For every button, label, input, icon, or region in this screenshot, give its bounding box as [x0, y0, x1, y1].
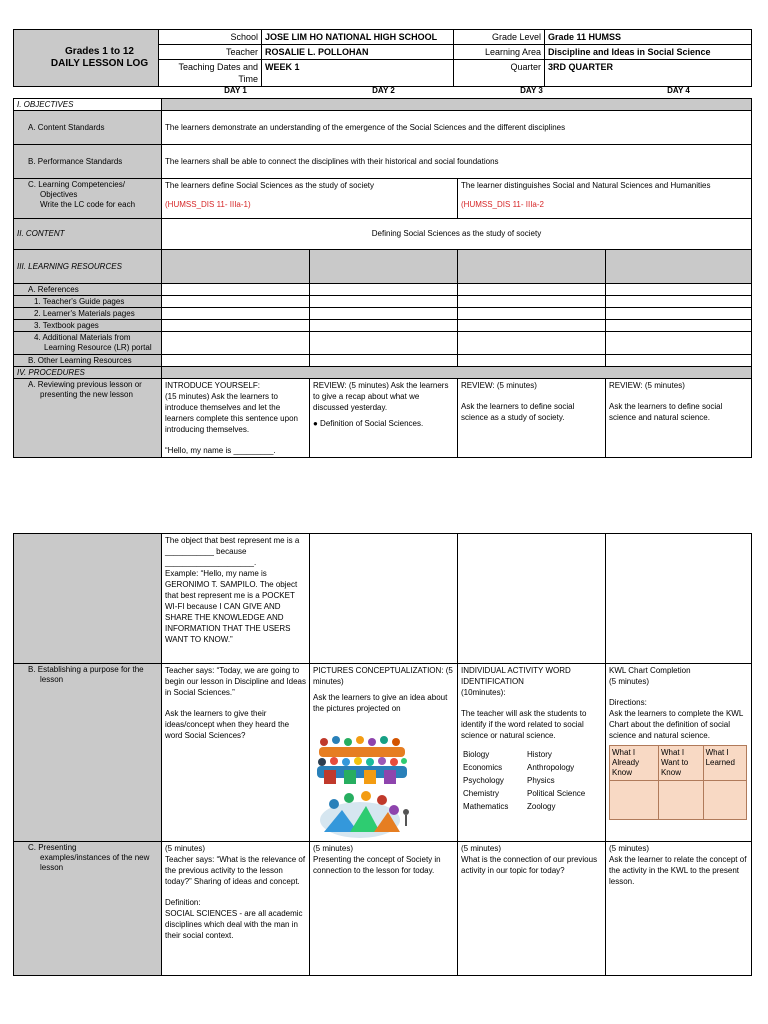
- content-standards-text: The learners demonstrate an understanding of the emergence of the Social Sciences and the different disciplines: [162, 110, 752, 144]
- lr-portal-label: [14, 331, 162, 354]
- review-day1-quote: “Hello, my name is _________.: [165, 445, 276, 455]
- purpose-day4-time: (5 minutes): [609, 677, 650, 686]
- purpose-day1: [162, 664, 310, 842]
- word: Mathematics: [463, 802, 509, 811]
- presenting-day1: [162, 842, 310, 976]
- word-list: [461, 747, 591, 814]
- kwl-cell[interactable]: [658, 781, 703, 820]
- title-line2: DAILY LESSON LOG: [50, 58, 149, 69]
- title-line1: Grades 1 to 12: [65, 46, 134, 57]
- review-label: [14, 378, 162, 457]
- day2-header: DAY 2: [372, 86, 395, 95]
- review-day4-title: REVIEW: (5 minutes): [609, 380, 685, 390]
- review-day2: [310, 378, 458, 457]
- kwl-know-header: What I Already Know: [610, 746, 659, 781]
- word: History: [527, 750, 552, 759]
- references-label: A. References: [14, 283, 162, 295]
- presenting-day3-body: What is the connection of our previous activity in our topic for today?: [461, 855, 598, 875]
- competency-b-code: (HUMSS_DIS 11- IIIa-2: [461, 199, 544, 209]
- continued-blank: ____________________.: [165, 558, 257, 567]
- school-label: School: [159, 30, 262, 45]
- objectives-heading: I. OBJECTIVES: [14, 98, 162, 110]
- presenting-day3-time: (5 minutes): [461, 844, 502, 853]
- area-value: Discipline and Ideas in Social Science: [545, 45, 752, 60]
- other-resources-label: B. Other Learning Resources: [14, 354, 162, 366]
- presenting-day4-time: (5 minutes): [609, 844, 650, 853]
- teacher-value: ROSALIE L. POLLOHAN: [262, 45, 454, 60]
- presenting-day2: [310, 842, 458, 976]
- word-row: [463, 775, 589, 786]
- purpose-day1-text1: Teacher says: “Today, we are going to begin our lesson in Discipline and Ideas in Social Sciences.”: [165, 666, 306, 697]
- competency-a-code: (HUMSS_DIS 11- IIIa-1): [165, 199, 251, 209]
- teachers-guide-label: 1. Teacher's Guide pages: [14, 295, 162, 307]
- review-day1-continued: [162, 534, 310, 664]
- competency-b: [458, 178, 752, 218]
- review-day1-title: INTRODUCE YOURSELF:: [165, 380, 260, 390]
- purpose-day3: [458, 664, 606, 842]
- review-day3-title: REVIEW: (5 minutes): [461, 380, 537, 390]
- teacher-label: Teacher: [159, 45, 262, 60]
- title-cell: [14, 30, 159, 87]
- kwl-cell[interactable]: [610, 781, 659, 820]
- word: Anthropology: [527, 763, 575, 772]
- performance-standards-label: B. Performance Standards: [14, 144, 162, 178]
- purpose-label-line2: lesson: [40, 675, 64, 684]
- day4-header: DAY 4: [667, 86, 690, 95]
- dates-value: WEEK 1: [262, 60, 454, 87]
- review-day4-body: Ask the learners to define social science and natural science.: [609, 401, 723, 422]
- learning-resources-heading: III. LEARNING RESOURCES: [14, 249, 162, 283]
- presenting-label-line3: lesson: [40, 863, 64, 872]
- presenting-day1-definition-label: Definition:: [165, 898, 201, 907]
- content-standards-label: A. Content Standards: [14, 110, 162, 144]
- word: Chemistry: [463, 789, 500, 798]
- purpose-day2-title: PICTURES CONCEPTUALIZATION: (5 minutes): [313, 666, 453, 686]
- word: Economics: [463, 763, 503, 772]
- purpose-day3-title: INDIVIDUAL ACTIVITY WORD IDENTIFICATION: [461, 666, 571, 686]
- review-label-line2: presenting the new lesson: [40, 389, 133, 399]
- word: Biology: [463, 750, 490, 759]
- presenting-label-line2: examples/instances of the new: [40, 853, 150, 862]
- purpose-day4-directions-label: Directions:: [609, 698, 647, 707]
- kwl-chart: [609, 745, 747, 820]
- people-pictures-image: [314, 734, 410, 840]
- competencies-label-line2: Objectives: [40, 189, 78, 199]
- review-label-line1: A. Reviewing previous lesson or: [28, 379, 142, 389]
- word: Physics: [527, 776, 555, 785]
- word: Political Science: [527, 789, 586, 798]
- review-day4: [606, 378, 752, 457]
- hands-circle-picture: [320, 791, 409, 838]
- purpose-label: [14, 664, 162, 842]
- review-day2-body: Ask the learners to give a recap about what we discussed yesterday.: [313, 380, 449, 412]
- purpose-day4: [606, 664, 752, 842]
- purpose-day3-time: (10minutes):: [461, 688, 506, 697]
- day3-header: DAY 3: [520, 86, 543, 95]
- purpose-day3-body: The teacher will ask the students to identify if the word related to social science or natural science.: [461, 709, 587, 740]
- competencies-label-line1: C. Learning Competencies/: [28, 179, 125, 189]
- lr-portal-line2: Learning Resource (LR) portal: [44, 342, 152, 352]
- presenting-label-line1: C. Presenting: [28, 843, 77, 852]
- kwl-cell[interactable]: [703, 781, 746, 820]
- purpose-day1-text2: Ask the learners to give their ideas/concept when they heard the word Social Sciences?: [165, 709, 290, 740]
- header-table: [13, 29, 752, 87]
- presenting-day1-definition: SOCIAL SCIENCES - are all academic disciplines which deal with the man in their social context.: [165, 909, 303, 940]
- procedures-heading: IV. PROCEDURES: [14, 366, 162, 378]
- grade-value: Grade 11 HUMSS: [545, 30, 752, 45]
- competencies-label: [14, 178, 162, 218]
- purpose-day4-title: KWL Chart Completion: [609, 666, 691, 675]
- word-row: [463, 788, 589, 799]
- review-day1: [162, 378, 310, 457]
- word-row: [463, 801, 589, 812]
- competency-b-text: The learner distinguishes Social and Natural Sciences and Humanities: [461, 180, 711, 190]
- school-value: JOSE LIM HO NATIONAL HIGH SCHOOL: [262, 30, 454, 45]
- day1-header: DAY 1: [224, 86, 247, 95]
- purpose-day2-body: Ask the learners to give an idea about the pictures projected on: [313, 693, 448, 713]
- learners-materials-label: 2. Learner's Materials pages: [14, 307, 162, 319]
- textbook-label: 3. Textbook pages: [14, 319, 162, 331]
- continued-example: Example: “Hello, my name is GERONIMO T. SAMPILO. The object that best represent me is a POCKET WI-FI because I CAN GIVE AND SHARE THE KNOWLEDGE AND INFORMATION THAT THE USERS WANT TO KNOW.”: [165, 569, 298, 644]
- continued-sentence: The object that best represent me is a ___________ because: [165, 536, 300, 556]
- dates-label: Teaching Dates and Time: [159, 60, 262, 87]
- lesson-log-table-page1: [13, 84, 752, 458]
- crowd-picture: [317, 736, 407, 784]
- area-label: Learning Area: [454, 45, 545, 60]
- presenting-day2-time: (5 minutes): [313, 844, 354, 853]
- review-day2-bullet: ● Definition of Social Sciences.: [313, 418, 424, 428]
- competencies-label-line3: Write the LC code for each: [40, 199, 136, 209]
- presenting-day3: [458, 842, 606, 976]
- review-day3: [458, 378, 606, 457]
- presenting-day1-time: (5 minutes): [165, 844, 206, 853]
- presenting-day2-body: Presenting the concept of Society in connection to the lesson for today.: [313, 855, 441, 875]
- word: Psychology: [463, 776, 504, 785]
- content-text: Defining Social Sciences as the study of society: [162, 218, 752, 249]
- content-heading: II. CONTENT: [14, 218, 162, 249]
- grade-label: Grade Level: [454, 30, 545, 45]
- lr-portal-line1: 4. Additional Materials from: [34, 332, 131, 342]
- purpose-day4-body: Ask the learners to complete the KWL Chart about the definition of social science and natural science.: [609, 709, 743, 740]
- word-row: [463, 762, 589, 773]
- review-day3-body: Ask the learners to define social science as a study of society.: [461, 401, 575, 422]
- competency-a: [162, 178, 458, 218]
- presenting-label: [14, 842, 162, 976]
- competency-a-text: The learners define Social Sciences as the study of society: [165, 180, 374, 190]
- quarter-label: Quarter: [454, 60, 545, 87]
- presenting-day4-body: Ask the learner to relate the concept of the activity in the KWL to the present lesson.: [609, 855, 747, 886]
- purpose-label-line1: B. Establishing a purpose for the: [28, 665, 144, 674]
- presenting-day1-body: Teacher says: “What is the relevance of the previous activity to the lesson today?” Sharing of ideas and concept.: [165, 855, 306, 886]
- word-row: [463, 749, 589, 760]
- performance-standards-text: The learners shall be able to connect the disciplines with their historical and social foundations: [162, 144, 752, 178]
- word: Zoology: [527, 802, 556, 811]
- presenting-day4: [606, 842, 752, 976]
- quarter-value: 3RD QUARTER: [545, 60, 752, 87]
- review-day1-body: (15 minutes) Ask the learners to introduce themselves and let the learners complete this sentence upon introducing themselves.: [165, 391, 298, 434]
- kwl-want-header: What I Want to Know: [658, 746, 703, 781]
- review-day2-title: REVIEW: (5 minutes): [313, 380, 389, 390]
- kwl-learned-header: What I Learned: [703, 746, 746, 781]
